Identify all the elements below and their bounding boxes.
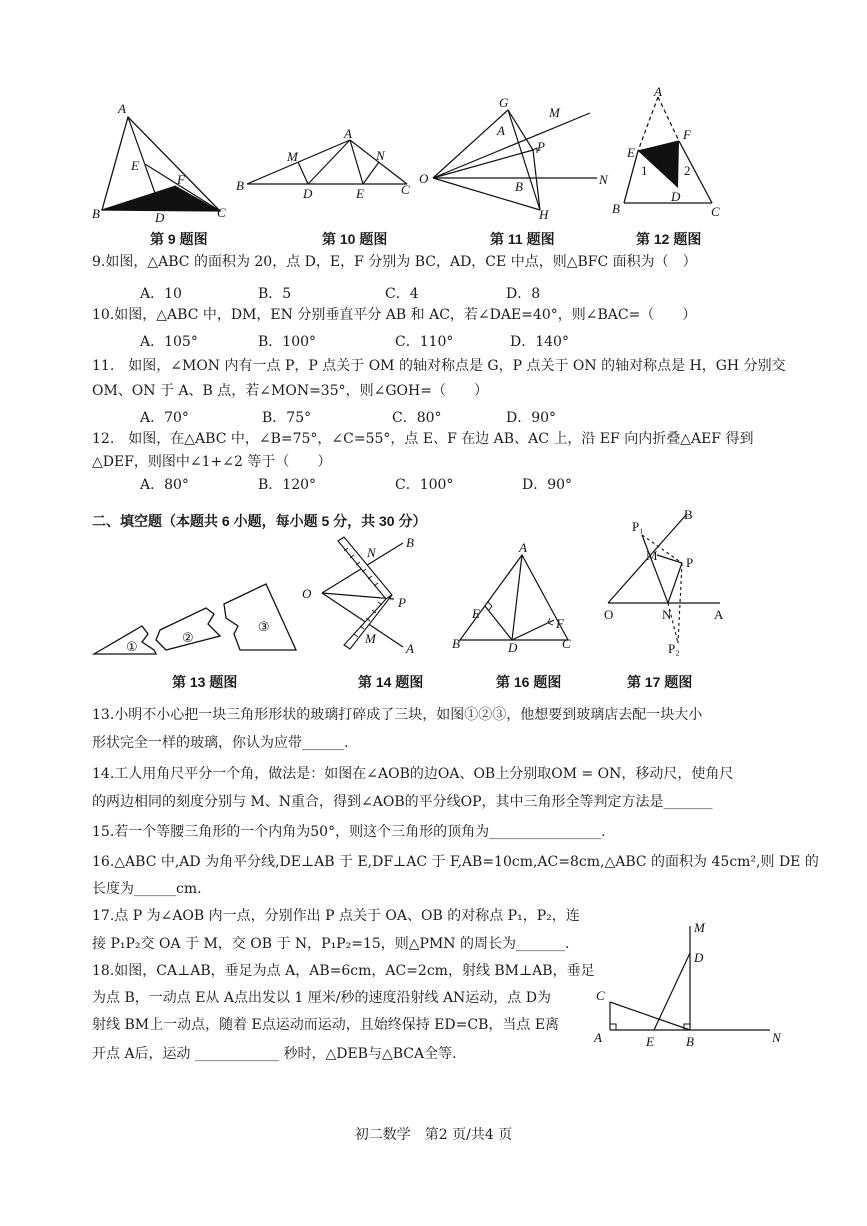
fig12-label-C: C bbox=[711, 204, 720, 219]
fig11-label-G: G bbox=[499, 95, 509, 110]
fig18-label-N: N bbox=[772, 1030, 781, 1045]
figure-13-diagram bbox=[90, 578, 305, 660]
figure-10-diagram bbox=[232, 128, 417, 203]
fig17-label-P: P bbox=[686, 555, 694, 570]
q11-option-d: D．90° bbox=[506, 410, 557, 426]
figure-9 bbox=[90, 100, 230, 225]
fig16-label-A: A bbox=[519, 540, 527, 555]
question-18-line-4: 开点 A后，运动 ____________ 秒时，△DEB与△BCA全等. bbox=[92, 1046, 457, 1062]
figure-17-caption: 第 17 题图 bbox=[627, 674, 693, 690]
question-12-line-1: 12. 如图，在△ABC 中，∠B=75°，∠C=55°，点 E、F 在边 AB、AC 上，沿 EF 向内折叠△AEF 得到 bbox=[92, 431, 754, 447]
fig12-label-F: F bbox=[683, 127, 691, 142]
figure-11-caption: 第 11 题图 bbox=[490, 231, 555, 247]
question-9-stem: 9.如图，△ABC 的面积为 20，点 D，E，F 分别为 BC，AD，CE 中点，则△BFC 面积为（ ） bbox=[92, 254, 697, 270]
question-11-line-1: 11. 如图，∠MON 内有一点 P，P 点关于 OM 的轴对称点是 G，P 点关于 ON 的轴对称点是 H，GH 分别交 bbox=[92, 358, 786, 374]
fig17-label-B: B bbox=[684, 507, 693, 522]
figure-17 bbox=[598, 505, 733, 655]
fig17-label-P2: P₂ bbox=[668, 641, 680, 656]
fig11-label-A: A bbox=[497, 123, 505, 138]
fig12-label-angle-2: 2 bbox=[684, 163, 691, 178]
question-12-line-2: △DEF，则图中∠1+∠2 等于（ ） bbox=[92, 454, 332, 470]
fig10-label-B: B bbox=[236, 178, 244, 193]
question-17-line-1: 17.点 P 为∠AOB 内一点，分别作出 P 点关于 OA、OB 的对称点 P₁，P₂，连 bbox=[92, 908, 580, 924]
fig14-label-O: O bbox=[302, 586, 312, 601]
fig9-label-B: B bbox=[92, 206, 100, 221]
figure-9-diagram bbox=[90, 100, 230, 225]
fig9-label-F: F bbox=[177, 172, 185, 187]
fig11-label-N: N bbox=[599, 172, 608, 187]
figure-9-caption: 第 9 题图 bbox=[150, 231, 208, 247]
fig12-label-A: A bbox=[654, 84, 662, 99]
q12-option-d: D．90° bbox=[522, 477, 573, 493]
fig12-label-angle-1: 1 bbox=[641, 163, 648, 178]
figure-10-caption: 第 10 题图 bbox=[322, 231, 388, 247]
fig14-label-A: A bbox=[406, 641, 414, 656]
figure-13-caption: 第 13 题图 bbox=[172, 674, 238, 690]
fig17-label-N: N bbox=[662, 607, 672, 622]
figure-16-caption: 第 16 题图 bbox=[496, 674, 562, 690]
figure-16-diagram bbox=[448, 540, 578, 655]
fig18-label-B: B bbox=[686, 1034, 694, 1049]
q10-option-b: B．100° bbox=[258, 334, 317, 350]
q10-option-a: A．105° bbox=[140, 334, 198, 350]
fig18-label-E: E bbox=[646, 1034, 654, 1049]
fig14-label-N: N bbox=[367, 545, 376, 560]
figure-13 bbox=[90, 578, 305, 660]
figure-12-caption: 第 12 题图 bbox=[636, 231, 702, 247]
fig11-label-O: O bbox=[419, 171, 429, 186]
question-18-line-1: 18.如图，CA⊥AB，垂足为点 A，AB=6cm，AC=2cm，射线 BM⊥AB，垂足 bbox=[92, 963, 595, 979]
fig17-label-O: O bbox=[604, 607, 614, 622]
fig10-label-D: D bbox=[303, 186, 313, 201]
figure-12 bbox=[608, 85, 728, 220]
fig11-label-M: M bbox=[549, 105, 560, 120]
question-16-line-1: 16.△ABC 中,AD 为角平分线,DE⊥AB 于 E,DF⊥AC 于 F,AB=10cm,AC=8cm,△ABC 的面积为 45cm²,则 DE 的 bbox=[92, 854, 819, 870]
fig10-label-C: C bbox=[401, 182, 410, 197]
fig14-label-P: P bbox=[398, 595, 406, 610]
figure-16 bbox=[448, 540, 578, 655]
q9-option-a: A．10 bbox=[140, 286, 182, 302]
figure-14-diagram bbox=[298, 535, 428, 660]
figure-17-diagram bbox=[598, 505, 733, 655]
fig16-label-C: C bbox=[562, 636, 571, 651]
figure-18 bbox=[590, 918, 790, 1058]
fig9-label-E: E bbox=[131, 158, 139, 173]
question-14-line-2: 的两边相同的刻度分别与 M、N重合，得到∠AOB的平分线OP，其中三角形全等判定方法是_______ bbox=[92, 794, 713, 810]
question-18-line-2: 为点 B，一动点 E从 A点出发以 1 厘米/秒的速度沿射线 AN运动，点 D为 bbox=[92, 990, 551, 1006]
fig18-label-C: C bbox=[596, 988, 605, 1003]
fig12-label-D: D bbox=[671, 189, 681, 204]
figure-14-caption: 第 14 题图 bbox=[358, 674, 424, 690]
fig9-label-A: A bbox=[118, 101, 126, 116]
q12-option-b: B．120° bbox=[258, 477, 317, 493]
fig13-piece-2: ② bbox=[182, 630, 194, 645]
figure-12-diagram bbox=[608, 85, 728, 220]
question-14-line-1: 14.工人用角尺平分一个角，做法是：如图在∠AOB的边OA、OB上分别取OM = ON，移动尺，使角尺 bbox=[92, 766, 734, 782]
fig16-label-F: F bbox=[556, 616, 564, 631]
fig11-label-H: H bbox=[539, 207, 549, 222]
fig13-piece-3: ③ bbox=[258, 619, 270, 634]
fig16-label-B: B bbox=[452, 636, 460, 651]
q9-option-c: C．4 bbox=[385, 286, 419, 302]
q12-option-c: C．100° bbox=[395, 477, 454, 493]
q9-option-d: D．8 bbox=[506, 286, 541, 302]
question-10-stem: 10.如图，△ABC 中，DM，EN 分别垂直平分 AB 和 AC，若∠DAE=40°，则∠BAC=（ ） bbox=[92, 307, 697, 323]
q10-option-c: C．110° bbox=[395, 334, 454, 350]
page-footer: 初二数学 第2 页/共4 页 bbox=[354, 1127, 513, 1143]
q11-option-c: C．80° bbox=[392, 410, 442, 426]
figure-11-diagram bbox=[415, 95, 620, 225]
fig10-label-A: A bbox=[344, 126, 352, 141]
question-13-line-1: 13.小明不小心把一块三角形形状的玻璃打碎成了三块，如图①②③，他想要到玻璃店去配一块大小 bbox=[92, 707, 703, 723]
fig16-label-D: D bbox=[508, 640, 518, 655]
q12-option-a: A．80° bbox=[140, 477, 189, 493]
figure-11 bbox=[415, 95, 620, 225]
question-13-line-2: 形状完全一样的玻璃，你认为应带______. bbox=[92, 735, 349, 751]
q10-option-d: D．140° bbox=[510, 334, 569, 350]
question-11-line-2: OM、ON 于 A、B 点，若∠MON=35°，则∠GOH=（ ） bbox=[92, 383, 488, 399]
fig9-label-D: D bbox=[155, 210, 165, 225]
fig17-label-M: M bbox=[646, 548, 658, 563]
q11-option-b: B．75° bbox=[262, 410, 312, 426]
q9-option-b: B．5 bbox=[258, 286, 292, 302]
fig11-label-P: P bbox=[537, 139, 545, 154]
question-17-line-2: 接 P₁P₂交 OA 于 M，交 OB 于 N，P₁P₂=15，则△PMN 的周长为_______. bbox=[92, 936, 570, 952]
fig9-label-C: C bbox=[217, 205, 226, 220]
fig14-label-M: M bbox=[365, 631, 376, 646]
fig12-label-E: E bbox=[627, 145, 635, 160]
fig17-label-A: A bbox=[714, 607, 724, 622]
fig11-label-B: B bbox=[515, 179, 523, 194]
question-18-line-3: 射线 BM上一动点，随着 E点运动而运动，且始终保持 ED=CB，当点 E离 bbox=[92, 1017, 560, 1033]
fig10-label-N: N bbox=[376, 148, 385, 163]
figure-14 bbox=[298, 535, 428, 660]
fig14-label-B: B bbox=[406, 535, 414, 550]
fig10-label-E: E bbox=[356, 186, 364, 201]
fig18-label-M: M bbox=[694, 920, 705, 935]
fig17-label-P1: P₁ bbox=[632, 519, 644, 534]
section-2-heading: 二、填空题（本题共 6 小题，每小题 5 分，共 30 分） bbox=[92, 513, 427, 529]
fig18-label-A: A bbox=[594, 1030, 602, 1045]
question-16-line-2: 长度为______cm. bbox=[92, 881, 202, 897]
fig18-label-D: D bbox=[694, 950, 704, 965]
fig12-label-B: B bbox=[612, 201, 620, 216]
fig10-label-M: M bbox=[287, 149, 298, 164]
figure-10 bbox=[232, 128, 417, 203]
question-15: 15.若一个等腰三角形的一个内角为50°，则这个三角形的顶角为________________. bbox=[92, 824, 606, 840]
fig16-label-E: E bbox=[472, 606, 480, 621]
fig13-piece-1: ① bbox=[126, 639, 138, 654]
q11-option-a: A．70° bbox=[140, 410, 189, 426]
figure-18-diagram bbox=[590, 918, 790, 1058]
